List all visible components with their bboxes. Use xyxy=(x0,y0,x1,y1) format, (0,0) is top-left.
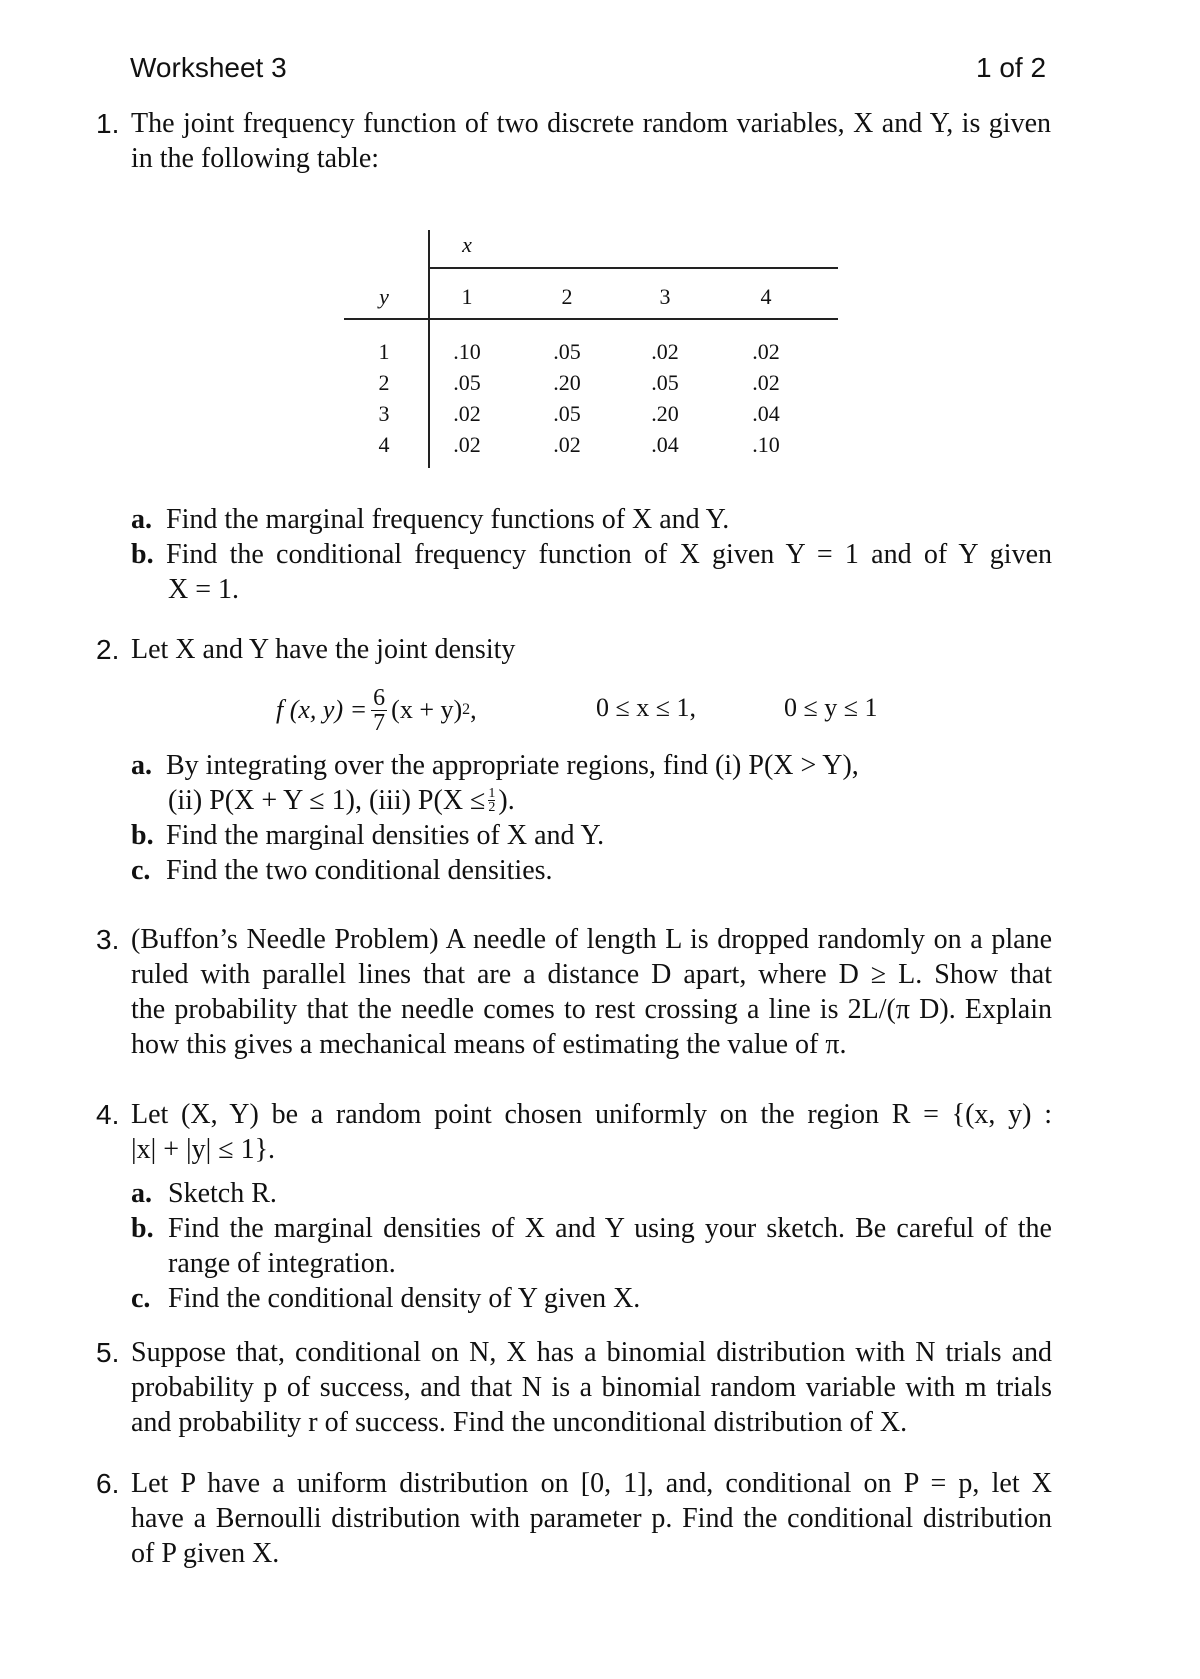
question-4a-text: Sketch R. xyxy=(168,1178,277,1209)
question-4c-label: c. xyxy=(131,1283,151,1314)
table-top-rule xyxy=(428,267,838,269)
question-2-text: Let X and Y have the joint density xyxy=(131,634,516,665)
question-4b-label: b. xyxy=(131,1213,154,1244)
question-6-line2: have a Bernoulli distribution with parameter p. Find the conditional distribution xyxy=(131,1503,1052,1534)
table-cell: .20 xyxy=(553,370,581,395)
table-row-header: 2 xyxy=(378,370,390,395)
worksheet-title: Worksheet 3 xyxy=(130,52,287,83)
question-2c-label: c. xyxy=(131,855,151,886)
question-5-line3: and probability r of success. Find the unconditional distribution of X. xyxy=(131,1407,908,1438)
table-cell: .02 xyxy=(453,401,481,426)
table-row-header: 4 xyxy=(378,432,390,457)
table-x-label: x xyxy=(462,232,472,257)
one-half-denominator: 2 xyxy=(488,800,496,815)
question-1a-text: Find the marginal frequency functions of X and Y. xyxy=(166,504,730,535)
question-6-line1: Let P have a uniform distribution on [0, 1], and, conditional on P = p, let X xyxy=(131,1468,1052,1499)
question-1-number: 1. xyxy=(96,108,120,139)
formula-numerator: 6 xyxy=(373,684,386,711)
table-cell: .10 xyxy=(752,432,780,457)
table-cell: .02 xyxy=(453,432,481,457)
question-3-line1: (Buffon’s Needle Problem) A needle of length L is dropped randomly on a plane xyxy=(131,924,1052,955)
table-cell: .20 xyxy=(651,401,679,426)
question-3-line2: ruled with parallel lines that are a distance D apart, where D ≥ L. Show that xyxy=(131,959,1052,990)
table-row-header: 3 xyxy=(378,401,390,426)
question-6-number: 6. xyxy=(96,1468,120,1499)
question-4c-text: Find the conditional density of Y given X. xyxy=(168,1283,641,1314)
question-1-text-line2: in the following table: xyxy=(131,143,380,174)
table-cell: .02 xyxy=(553,432,581,457)
question-2-number: 2. xyxy=(96,634,120,665)
question-4a-label: a. xyxy=(131,1178,152,1209)
table-cell: .04 xyxy=(752,401,780,426)
table-cell: .05 xyxy=(553,339,581,364)
joint-frequency-table xyxy=(344,226,838,474)
question-3-line3: the probability that the needle comes to rest crossing a line is 2L/(π D). Explain xyxy=(131,994,1052,1025)
question-5-line1: Suppose that, conditional on N, X has a binomial distribution with N trials and xyxy=(131,1337,1052,1368)
question-2a-line2-prefix: (ii) P(X + Y ≤ 1), (iii) P(X ≤ xyxy=(168,785,486,816)
page-indicator: 1 of 2 xyxy=(976,52,1047,83)
table-y-label: y xyxy=(379,284,389,309)
formula-lhs: f (x, y) = xyxy=(276,695,368,724)
question-2a-label: a. xyxy=(131,750,152,781)
table-cell: .05 xyxy=(553,401,581,426)
question-1-text-line1: The joint frequency function of two discrete random variables, X and Y, is given xyxy=(131,108,1051,139)
table-cell: .02 xyxy=(752,370,780,395)
formula-range-x: 0 ≤ x ≤ 1, xyxy=(596,693,697,722)
one-half-fraction xyxy=(488,787,495,815)
question-1b-text-line2: X = 1. xyxy=(168,574,240,605)
formula-fraction xyxy=(371,686,387,735)
table-col-header: 1 xyxy=(461,284,473,309)
question-1b-label: b. xyxy=(131,539,154,570)
question-4-line1: Let (X, Y) be a random point chosen uniformly on the region R = {(x, y) : xyxy=(131,1099,1052,1130)
question-3-line4: how this gives a mechanical means of estimating the value of π. xyxy=(131,1029,847,1060)
question-5-line2: probability p of success, and that N is a binomial random variable with m trials xyxy=(131,1372,1052,1403)
question-5-number: 5. xyxy=(96,1337,120,1368)
formula-denominator: 7 xyxy=(373,709,386,736)
table-cell: .05 xyxy=(453,370,481,395)
formula-rhs: (x + y) xyxy=(391,695,463,724)
question-6-line3: of P given X. xyxy=(131,1538,280,1569)
question-4b-text-line2: range of integration. xyxy=(168,1248,396,1279)
formula-exponent: 2 xyxy=(462,701,471,718)
question-2b-text: Find the marginal densities of X and Y. xyxy=(166,820,605,851)
table-col-header: 4 xyxy=(760,284,772,309)
table-cell: .04 xyxy=(651,432,679,457)
question-2c-text: Find the two conditional densities. xyxy=(166,855,553,886)
question-1a-label: a. xyxy=(131,504,152,535)
joint-density-formula xyxy=(276,680,477,740)
question-2a-text-line2 xyxy=(168,783,515,818)
question-2a-text-line1: By integrating over the appropriate regions, find (i) P(X > Y), xyxy=(166,750,859,781)
question-4-number: 4. xyxy=(96,1099,120,1130)
table-row-header: 1 xyxy=(378,339,390,364)
formula-range-y: 0 ≤ y ≤ 1 xyxy=(784,693,878,722)
table-cell: .02 xyxy=(752,339,780,364)
question-3-number: 3. xyxy=(96,924,120,955)
question-1b-text-line1: Find the conditional frequency function of X given Y = 1 and of Y given xyxy=(166,539,1052,570)
table-vertical-rule xyxy=(428,230,430,468)
table-cell: .10 xyxy=(453,339,481,364)
question-2a-line2-suffix: ). xyxy=(498,785,515,816)
one-half-numerator: 1 xyxy=(488,785,496,801)
question-4-line2: |x| + |y| ≤ 1}. xyxy=(131,1134,276,1165)
table-col-header: 3 xyxy=(659,284,671,309)
question-2b-label: b. xyxy=(131,820,154,851)
table-col-header: 2 xyxy=(561,284,573,309)
table-header-rule xyxy=(344,318,838,320)
table-cell: .02 xyxy=(651,339,679,364)
table-cell: .05 xyxy=(651,370,679,395)
formula-tail: , xyxy=(470,695,477,724)
question-4b-text-line1: Find the marginal densities of X and Y using your sketch. Be careful of the xyxy=(168,1213,1052,1244)
